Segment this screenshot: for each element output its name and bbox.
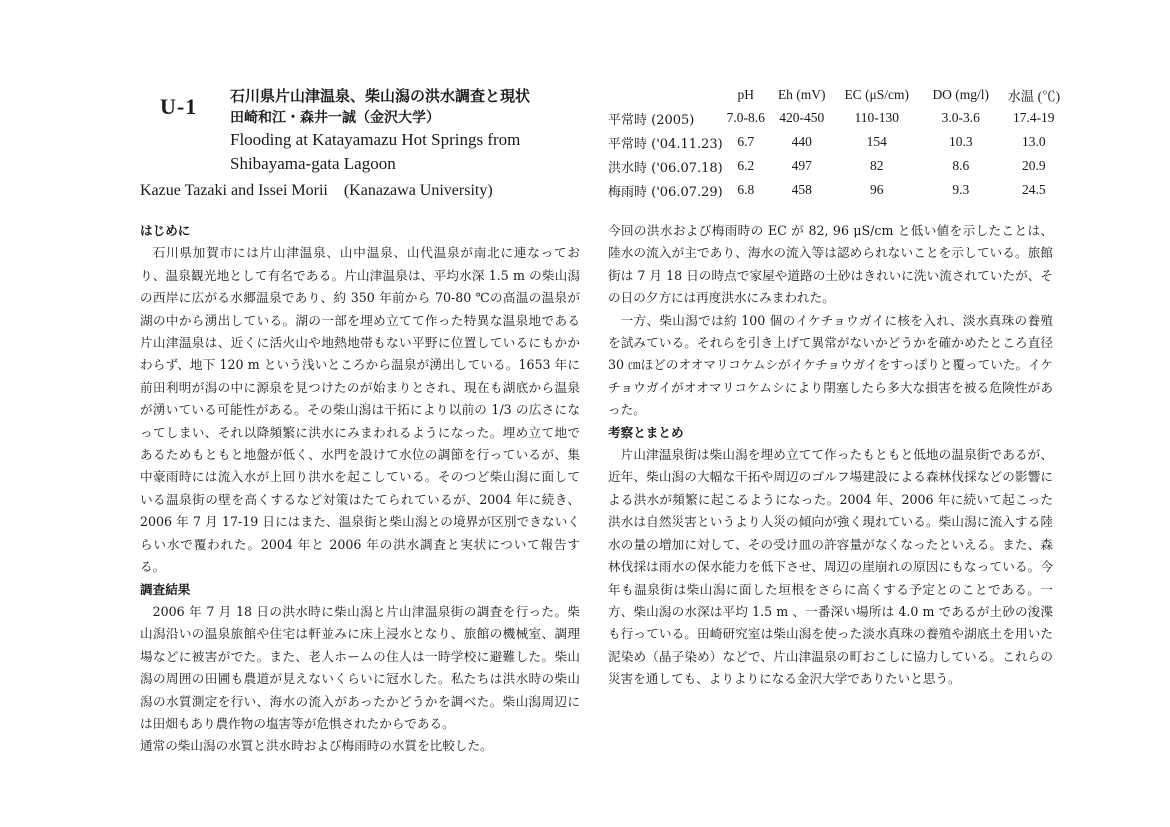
table-header-cell: DO (mg/l) (932, 87, 990, 102)
authors-english: Kazue Tazaki and Issei Morii (Kanazawa University) (140, 182, 493, 199)
table-cell: 洪水時 ('06.07.18) (608, 160, 723, 176)
authors-japanese: 田崎和江・森井一誠（金沢大学） (230, 110, 440, 126)
table-header-cell: Eh (mV) (777, 87, 826, 102)
title-japanese: 石川県片山津温泉、柴山潟の洪水調査と現状 (230, 87, 531, 105)
table-row (608, 178, 1065, 202)
table-header-cell: EC (μS/cm) (844, 87, 910, 102)
table-cell: 梅雨時 ('06.07.29) (608, 184, 723, 200)
table-cell: 20.9 (1021, 158, 1046, 173)
paragraph-introduction: 石川県加賀市には片山津温泉、山中温泉、山代温泉が南北に連なっており、温泉観光地として有名である。片山津温泉は、平均水深 1.5 m の柴山潟の西岸に広がる水郷温泉であり、約 350 年前から 70-80 ℃の高温の温泉が湖の中から湧出している。湖の一部を埋め立てて作った特異な温泉地である片山津温泉は、近くに活火山や地熱地帯もない平野に位置しているにもかかわらず、地下 120 m という浅いところから温泉が湧出している。1653 年に前田利明が潟の中に源泉を見つけたのが始まりとされ、現在も湖底から温泉が湧いている可能性がある。その柴山潟は干拓により以前の 1/3 の広さになってしまい、それ以降頻繁に洪水にみまわれるようになった。埋め立て地であるためもともと地盤が低く、水門を設けて水位の調節を行っているが、集中豪雨時には流入水が上回り洪水を起こしている。そのつど柴山潟に面している温泉街の壁を高くするなど対策はたてられているが、2004 年に続き、2006 年 7 月 17-19 日にはまた、温泉街と柴山潟との境界が区別できないくらい水で覆われた。2004 年と 2006 年の洪水調査と実状について報告する。 (140, 245, 580, 575)
table-cell: 3.0-3.6 (941, 110, 980, 125)
water-quality-table (608, 84, 1065, 202)
table-cell: 9.3 (952, 182, 970, 197)
section-heading-discussion: 考察とまとめ (608, 424, 684, 440)
paragraph-results: 2006 年 7 月 18 日の洪水時に柴山潟と片山津温泉街の調査を行った。柴山潟沿いの温泉旅館や住宅は軒並みに床上浸水となり、旅館の機械室、調理場などに被害がでた。また、老人ホームの住人は一時学校に避難した。柴山潟の周囲の田圃も農道が見えないくらいに冠水した。私たちは洪水時の柴山潟の水質測定を行い、海水の流入があったかどうかを調べた。柴山潟周辺には田畑もあり農作物の塩害等が危惧されたからである。 (140, 603, 580, 731)
table-cell: 17.4-19 (1012, 110, 1055, 125)
table-row (608, 130, 1065, 154)
table-header-row (608, 84, 1065, 106)
paragraph-comparison: 通常の柴山潟の水質と洪水時および梅雨時の水質を比較した。 (140, 738, 493, 754)
table-row (608, 106, 1065, 130)
paragraph-discussion: 片山津温泉街は柴山潟を埋め立てて作ったもともと低地の温泉街であるが、近年、柴山潟の大幅な干拓や周辺のゴルフ場建設による森林伐採などの影響による洪水が頻繁に起こるようになった。2004 年、2006 年に続いて起こった洪水は自然災害というより人災の傾向が強く現れている。柴山潟に流入する陸水の量の増加に対して、その受け皿の許容量がなくなったといえる。また、森林伐採は雨水の保水能力を低下させ、周辺の崖崩れの原因にもなっている。今年も温泉街は柴山潟に面した垣根をさらに高くする予定とのことである。一方、柴山潟の水深は平均 1.5 m 、一番深い場所は 4.0 m であるが土砂の浚渫も行っている。田崎研究室は柴山潟を使った淡水真珠の養殖や湖底土を用いた泥染め（晶子染め）などで、片山津温泉の町おこしに協力している。これらの災害を通しても、よりよりになる金沢大学でありたいと思う。 (608, 447, 1054, 687)
title-english-line1: Flooding at Katayamazu Hot Springs from (230, 130, 521, 149)
table-cell: 440 (791, 134, 812, 149)
left-column (140, 220, 580, 758)
table-cell: 420-450 (779, 110, 825, 125)
table-cell: 8.6 (952, 158, 970, 173)
table-cell: 96 (870, 182, 884, 197)
table-cell: 平常時 (2005) (608, 112, 695, 128)
table-cell: 平常時 ('04.11.23) (608, 136, 723, 152)
table-cell: 10.3 (948, 134, 973, 149)
right-column (608, 220, 1053, 691)
paragraph-pearl-culture: 一方、柴山潟では約 100 個のイケチョウガイに核を入れ、淡水真珠の養殖を試みている。それらを引き上げて異常がないかどうかを確かめたところ直径 30 ㎝ほどのオオマリコケムシがイケチョウガイをすっぽりと覆っていた。イケチョウガイがオオマリコケムシにより閉塞したら多大な損害を被る危険性があった。 (608, 312, 1053, 418)
table-cell: 82 (870, 158, 884, 173)
table-header-cell: 水温 (℃) (1007, 89, 1061, 104)
table-cell: 6.7 (737, 134, 755, 149)
table-cell: 6.8 (737, 182, 755, 197)
section-heading-introduction: はじめに (140, 223, 191, 238)
table-cell: 6.2 (737, 158, 755, 173)
table-cell: 458 (791, 182, 812, 197)
table-header-cell: pH (737, 87, 754, 102)
table-cell: 110-130 (854, 110, 899, 125)
table-header-cell (608, 84, 723, 106)
title-english-line2: Shibayama-gata Lagoon (230, 154, 396, 173)
table-cell: 13.0 (1021, 134, 1046, 149)
session-code: U-1 (160, 94, 198, 119)
table-cell: 154 (866, 134, 887, 149)
table-cell: 497 (791, 158, 812, 173)
section-heading-results: 調査結果 (140, 581, 191, 597)
table-row (608, 154, 1065, 178)
paragraph-ec-results: 今回の洪水および梅雨時の EC が 82, 96 μS/cm と低い値を示したことは、陸水の流入が主であり、海水の流入等は認められないことを示している。旅館街は 7 月 18 日の時点で家屋や道路の土砂はきれいに洗い流されていたが、その日の夕方には再度洪水にみまわれた。 (608, 223, 1053, 306)
table-cell: 7.0-8.6 (726, 110, 765, 125)
table-cell: 24.5 (1021, 182, 1046, 197)
